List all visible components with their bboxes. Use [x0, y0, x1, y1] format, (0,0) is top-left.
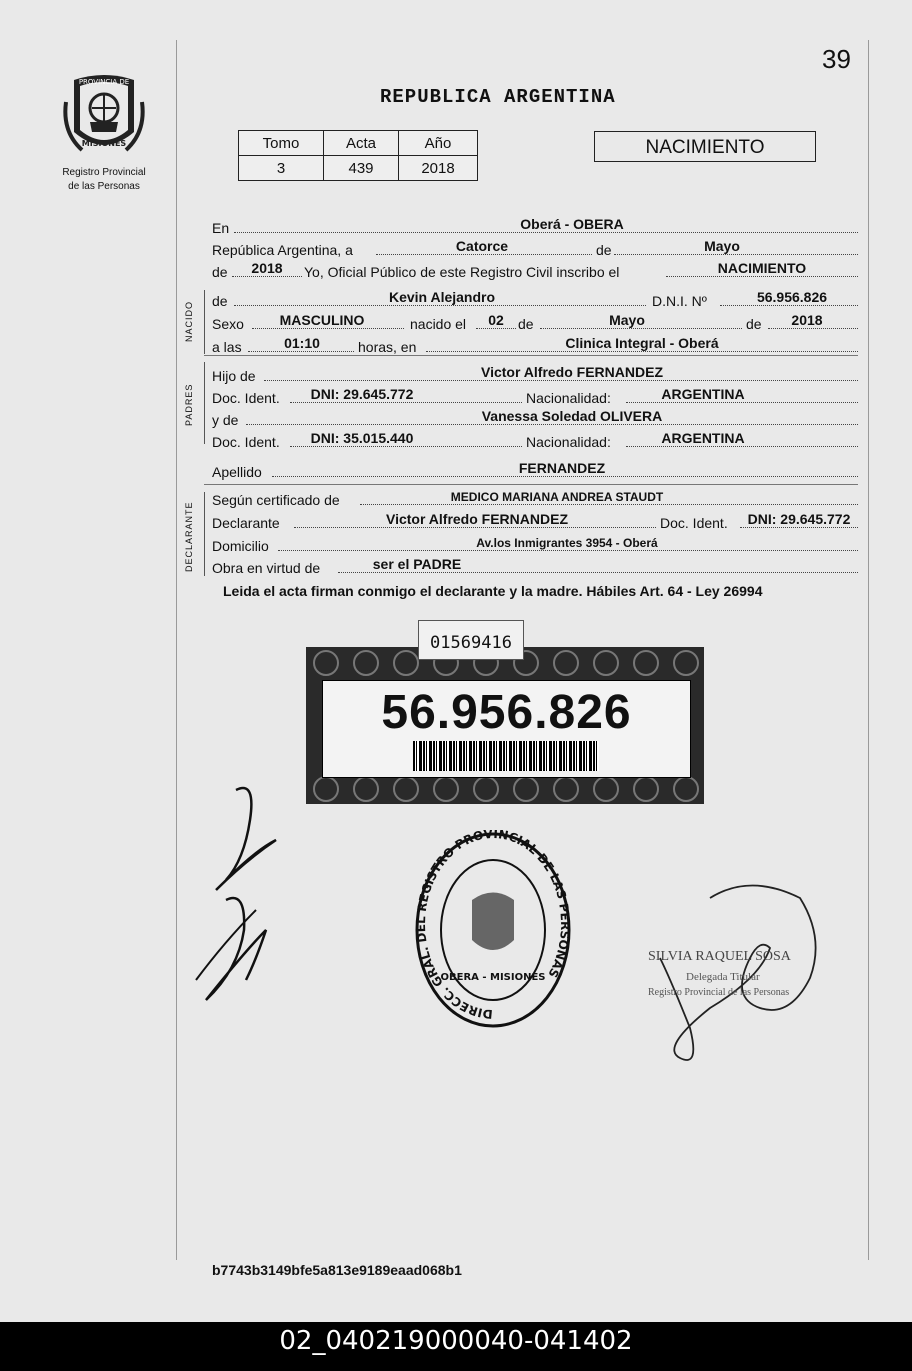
year-label: de [212, 264, 228, 280]
act-type-box: NACIMIENTO [594, 131, 816, 162]
ano-value: 2018 [399, 156, 478, 181]
sticker-dni-number: 56.956.826 [381, 686, 632, 739]
ano-header: Año [399, 131, 478, 156]
father-doc: DNI: 29.645.772 [310, 386, 414, 402]
birth-time: 01:10 [284, 335, 320, 351]
en-label: En [212, 220, 230, 236]
a-las-label: a las [212, 339, 242, 355]
svg-text:PROVINCIA DE: PROVINCIA DE [78, 78, 130, 86]
declarante-section-label: DECLARANTE [184, 501, 194, 572]
officer-org: Registro Provincial de las Personas [648, 987, 790, 998]
officer-role: Delegada Titular [686, 971, 760, 983]
mother-nationality: ARGENTINA [661, 430, 745, 446]
section-divider-1 [204, 355, 858, 356]
padres-section-label: PADRES [184, 383, 194, 426]
logo-caption-1: Registro Provincial [62, 167, 146, 178]
birth-year: 2018 [791, 312, 823, 328]
mother-doc-label: Doc. Ident. [212, 434, 280, 450]
serial-number: 01569416 [418, 620, 524, 660]
inscribo-text: Yo, Oficial Público de este Registro Civil inscribo el [304, 264, 620, 280]
official-stamp [412, 830, 574, 1030]
hijo-label: Hijo de [212, 368, 256, 384]
certificado-label: Según certificado de [212, 492, 340, 508]
father-doc-label: Doc. Ident. [212, 390, 280, 406]
child-name: Kevin Alejandro [388, 289, 496, 305]
svg-text:OBERA - MISIONES: OBERA - MISIONES [440, 972, 546, 983]
declarante-bracket [204, 492, 205, 576]
barcode [413, 741, 599, 771]
tomo-value: 3 [239, 156, 324, 181]
en-value: Oberá - OBERA [520, 216, 624, 232]
declarante-name: Victor Alfredo FERNANDEZ [385, 511, 568, 527]
birth-day: 02 [488, 312, 504, 328]
de3-label: de [746, 316, 762, 332]
domicilio-value: Av.los Inmigrantes 3954 - Oberá [476, 536, 658, 550]
row-certificado [212, 488, 858, 508]
page-number: 39 [822, 44, 851, 74]
footer-code: 02_040219000040-041402 [0, 1322, 912, 1371]
row-padre-doc [212, 386, 858, 406]
declarante-label: Declarante [212, 515, 280, 531]
row-fecha [212, 238, 858, 258]
acta-header: Acta [324, 131, 399, 156]
de2-label: de [518, 316, 534, 332]
father-nationality: ARGENTINA [661, 386, 745, 402]
stamp-seal-icon [412, 830, 574, 1030]
row-nombre [212, 289, 858, 309]
birth-month: Mayo [609, 312, 645, 328]
year-value: 2018 [251, 260, 283, 276]
apellido-value: FERNANDEZ [518, 460, 606, 476]
mother-nationality-label: Nacionalidad: [526, 434, 611, 450]
row-hora [212, 335, 858, 355]
month-value: Mayo [704, 238, 740, 254]
apellido-label: Apellido [212, 464, 262, 480]
svg-text:DIRECC. GRAL. DEL REGISTRO PRO: DIRECC. GRAL. DEL REGISTRO PROVINCIAL DE LAS PERSONAS [413, 830, 573, 1022]
nacido-bracket [204, 290, 205, 354]
section-divider-2 [204, 484, 858, 485]
row-apellido [212, 460, 858, 480]
reference-table [238, 130, 478, 181]
officer-name: SILVIA RAQUEL SOSA [648, 949, 791, 964]
row-madre [212, 408, 858, 428]
province-seal-icon [62, 72, 146, 160]
right-margin-line [868, 40, 869, 1260]
dni-label-sticker [306, 647, 704, 804]
name-label: de [212, 293, 228, 309]
father-nationality-label: Nacionalidad: [526, 390, 611, 406]
row-domicilio [212, 534, 858, 554]
declarant-signatures [186, 780, 296, 1010]
registry-logo [52, 72, 156, 193]
sexo-value: MASCULINO [279, 312, 365, 328]
obra-label: Obra en virtud de [212, 560, 321, 576]
republica-label: República Argentina, a [212, 242, 353, 258]
day-words: Catorce [455, 238, 509, 254]
row-madre-doc [212, 430, 858, 450]
domicilio-label: Domicilio [212, 538, 269, 554]
tomo-header: Tomo [239, 131, 324, 156]
sexo-label: Sexo [212, 316, 244, 332]
y-de-label: y de [212, 412, 239, 428]
horas-label: horas, en [358, 339, 417, 355]
inscribo-value: NACIMIENTO [717, 260, 807, 276]
left-margin-line [176, 40, 177, 1260]
row-declarante [212, 511, 858, 531]
sticker-inner [322, 680, 691, 778]
row-en [212, 216, 858, 236]
row-inscribo [212, 260, 858, 280]
row-sexo [212, 312, 858, 332]
logo-caption-2: de las Personas [68, 181, 140, 192]
mother-name: Vanessa Soledad OLIVERA [481, 408, 663, 424]
document-hash: b7743b3149bfe5a813e9189eaad068b1 [212, 1262, 462, 1278]
certificado-value: MEDICO MARIANA ANDREA STAUDT [450, 490, 664, 504]
birth-place: Clinica Integral - Oberá [565, 335, 719, 351]
svg-text:MISIONES: MISIONES [81, 139, 127, 148]
de-label: de [596, 242, 612, 258]
child-dni: 56.956.826 [756, 289, 828, 305]
row-padre [212, 364, 858, 384]
row-obra [212, 556, 858, 576]
closing-note: Leida el acta firman conmigo el declarante y la madre. Hábiles Art. 64 - Ley 26994 [223, 583, 763, 599]
father-name: Victor Alfredo FERNANDEZ [480, 364, 663, 380]
nacido-section-label: NACIDO [184, 300, 194, 342]
mother-doc: DNI: 35.015.440 [310, 430, 414, 446]
declarante-doc-label: Doc. Ident. [660, 515, 728, 531]
obra-value: ser el PADRE [372, 556, 462, 572]
dni-label: D.N.I. Nº [652, 293, 707, 309]
declarante-doc: DNI: 29.645.772 [747, 511, 851, 527]
acta-value: 439 [324, 156, 399, 181]
nacido-el-label: nacido el [410, 316, 467, 332]
padres-bracket [204, 362, 205, 444]
document-title: REPUBLICA ARGENTINA [380, 86, 616, 108]
